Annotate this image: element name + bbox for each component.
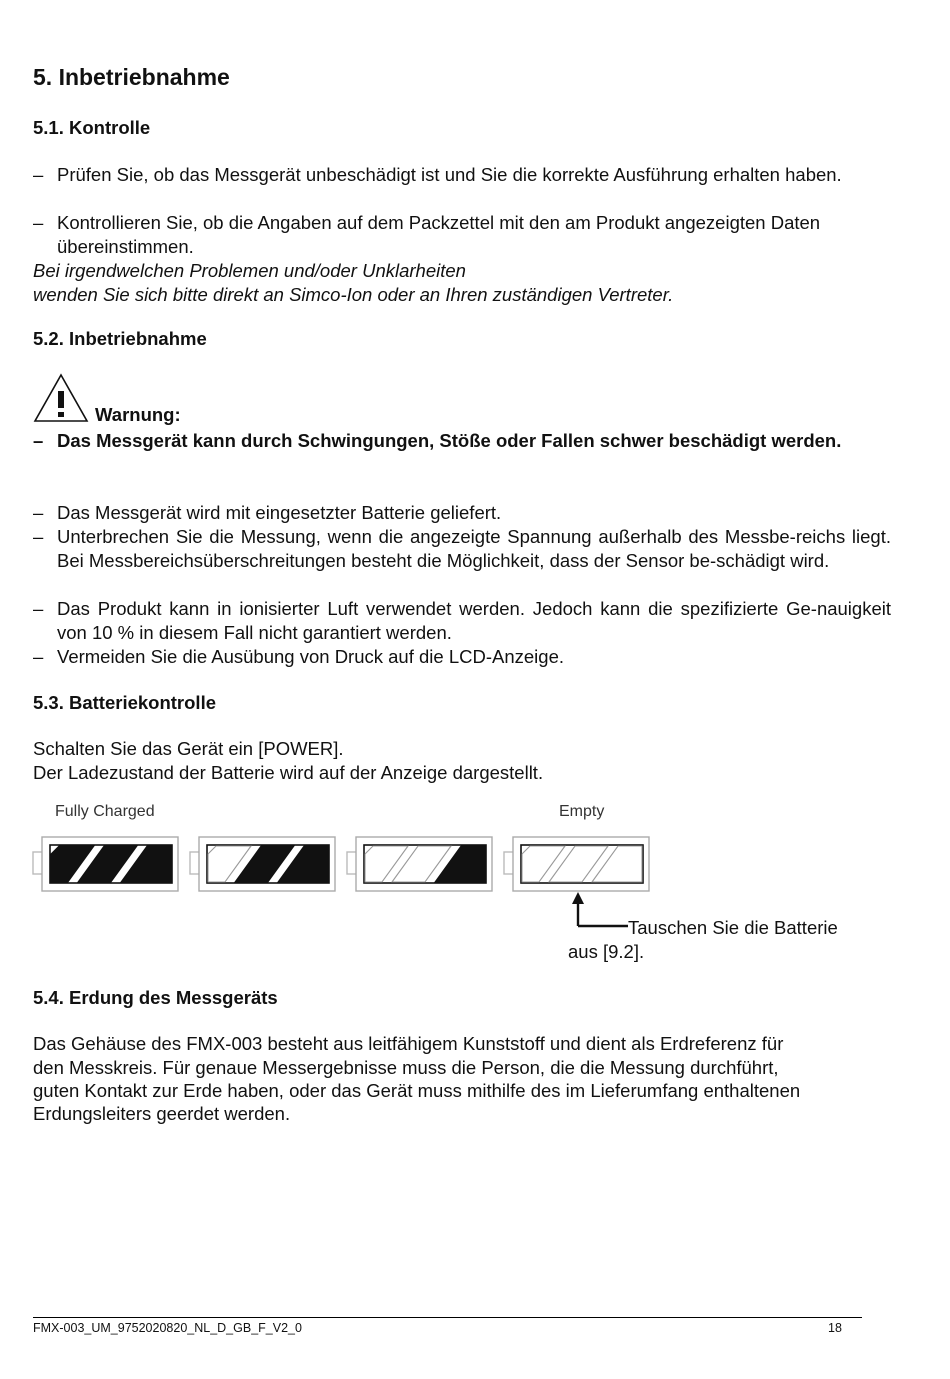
paragraph-line: Erdungsleiters geerdet werden.	[33, 1103, 291, 1124]
bullet-dash: –	[33, 526, 44, 547]
bullet-dash: –	[33, 502, 44, 523]
list-item-text: Unterbrechen Sie die Messung, wenn die angezeigte Spannung außerhalb des Messbe-reichs liegt. Bei Messbereichsüberschreitungen besteht die Möglichkeit, dass der Sensor be-schädigt wird.	[57, 526, 891, 571]
list-item-text: Das Messgerät wird mit eingesetzter Batterie geliefert.	[57, 502, 502, 523]
paragraph-line: Der Ladezustand der Batterie wird auf der Anzeige dargestellt.	[33, 762, 544, 783]
bullet-dash: –	[33, 430, 44, 451]
battery-icon	[33, 837, 178, 891]
bullet-dash: –	[33, 646, 44, 667]
section-title: 5. Inbetriebnahme	[33, 64, 230, 90]
list-item	[33, 645, 891, 669]
list-item	[33, 501, 891, 525]
footer-rule	[33, 1317, 862, 1318]
footer-page-number: 18	[828, 1321, 842, 1335]
warning-triangle-icon	[33, 373, 89, 423]
bullet-dash: –	[33, 164, 44, 185]
bullet-dash: –	[33, 598, 44, 619]
list-item	[33, 163, 891, 187]
replace-battery-note: Tauschen Sie die Batterie	[628, 917, 838, 938]
bullet-dash: –	[33, 212, 44, 233]
subsection-title-5-3: 5.3. Batteriekontrolle	[33, 692, 217, 713]
paragraph-line: guten Kontakt zur Erde haben, oder das Gerät muss mithilfe des im Lieferumfang enthaltenen	[33, 1080, 801, 1101]
paragraph-line: Schalten Sie das Gerät ein [POWER].	[33, 738, 344, 759]
warning-label: Warnung:	[95, 404, 181, 425]
note-line: wenden Sie sich bitte direkt an Simco-Ion oder an Ihren zuständigen Vertreter.	[33, 284, 674, 305]
battery-label-full: Fully Charged	[55, 803, 155, 820]
note-line: Bei irgendwelchen Problemen und/oder Unklarheiten	[33, 260, 466, 281]
replace-battery-note: aus [9.2].	[568, 941, 645, 962]
list-item	[33, 525, 891, 573]
warning-text: Das Messgerät kann durch Schwingungen, Stöße oder Fallen schwer beschädigt werden.	[57, 430, 842, 451]
list-item-text: Das Produkt kann in ionisierter Luft verwendet werden. Jedoch kann die spezifizierte Ge-nauigkeit von 10 % in diesem Fall nicht garantiert werden.	[57, 598, 891, 643]
list-item-text: Kontrollieren Sie, ob die Angaben auf dem Packzettel mit den am Produkt angezeigten Daten übereinstimmen.	[57, 212, 821, 257]
list-item-text: Prüfen Sie, ob das Messgerät unbeschädigt ist und Sie die korrekte Ausführung erhalten haben.	[57, 164, 842, 185]
battery-icon	[190, 837, 335, 891]
warning-item	[33, 429, 891, 453]
battery-label-empty: Empty	[559, 803, 605, 820]
battery-level-graphic	[30, 835, 660, 895]
list-item	[33, 597, 891, 645]
footer-doc-id: FMX-003_UM_9752020820_NL_D_GB_F_V2_0	[33, 1321, 302, 1335]
list-item-text: Vermeiden Sie die Ausübung von Druck auf die LCD-Anzeige.	[57, 646, 564, 667]
battery-icon	[504, 837, 649, 891]
list-item	[33, 211, 891, 259]
battery-icon	[347, 837, 492, 891]
subsection-title-5-2: 5.2. Inbetriebnahme	[33, 328, 207, 349]
arrow-up-icon	[568, 892, 630, 932]
subsection-title-5-4: 5.4. Erdung des Messgeräts	[33, 987, 278, 1008]
subsection-title-5-1: 5.1. Kontrolle	[33, 117, 151, 138]
paragraph-line: Das Gehäuse des FMX-003 besteht aus leitfähigem Kunststoff und dient als Erdreferenz für	[33, 1033, 784, 1054]
paragraph-line: den Messkreis. Für genaue Messergebnisse muss die Person, die die Messung durchführt,	[33, 1057, 779, 1078]
